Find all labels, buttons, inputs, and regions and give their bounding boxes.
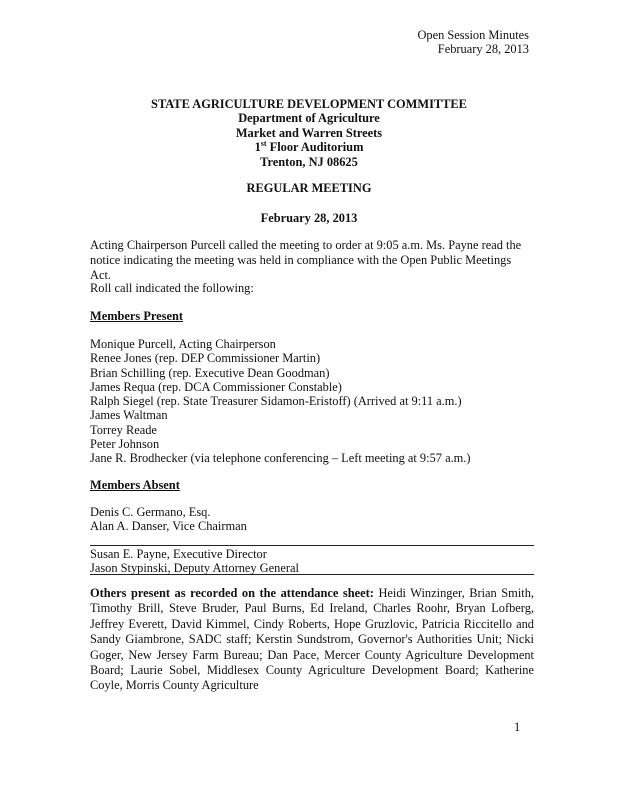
others-present-text: Heidi Winzinger, Brian Smith, Timothy Brill, Steve Bruder, Paul Burns, Ed Ireland, Charles Roohr, Bryan Lofberg, Jeffrey Everett, David Kimmel, Cindy Roberts, Hope Gruzlovic, Patricia Riccitello and Sandy Giambrone, SADC staff; Kerstin Sundstrom, Governor's Authorities Unit; Nicki Goger, New Jersey Farm Bureau; Dan Pace, Mercer County Agriculture Development Board; Laurie Sobel, Middlesex County Agriculture Development Board; Katherine Coyle, Morris County Agriculture: [90, 586, 534, 693]
list-item: Jane R. Brodhecker (via telephone conferencing – Left meeting at 9:57 a.m.): [90, 451, 471, 466]
document-title-block: [0, 97, 618, 169]
list-item: Peter Johnson: [90, 437, 160, 452]
roll-call-paragraph: Roll call indicated the following:: [90, 281, 254, 295]
list-item: Alan A. Danser, Vice Chairman: [90, 519, 247, 534]
divider-top: [90, 545, 534, 546]
list-item: Monique Purcell, Acting Chairperson: [90, 337, 276, 351]
members-absent-heading: Members Absent: [90, 478, 180, 492]
floor-location: [0, 140, 618, 154]
committee-name: STATE AGRICULTURE DEVELOPMENT COMMITTEE: [151, 97, 467, 111]
list-item: James Requa (rep. DCA Commissioner Constable): [90, 379, 342, 394]
header-date: February 28, 2013: [437, 42, 529, 56]
meeting-type: REGULAR MEETING: [246, 181, 372, 195]
members-present-heading: Members Present: [90, 309, 184, 323]
others-present-paragraph: [90, 586, 534, 694]
page-number: 1: [514, 720, 521, 734]
list-item: Torrey Reade: [90, 422, 157, 437]
floor-ordinal: st: [260, 139, 267, 149]
others-present-label: Others present as recorded on the attendance sheet:: [90, 586, 374, 600]
members-absent-list: [90, 505, 530, 534]
list-item: Ralph Siegel (rep. State Treasurer Sidamon-Eristoff) (Arrived at 9:11 a.m.): [90, 394, 462, 409]
street-address: Market and Warren Streets: [235, 125, 383, 140]
list-item: James Waltman: [90, 408, 168, 423]
floor-text: Floor Auditorium: [266, 140, 364, 155]
floor-number: 1: [254, 140, 261, 155]
divider-bottom: [90, 574, 534, 575]
header-session-label: Open Session Minutes: [417, 28, 529, 42]
city-state-zip: Trenton, NJ 08625: [260, 154, 358, 169]
members-present-list: [90, 337, 530, 466]
list-item: Renee Jones (rep. DEP Commissioner Martin): [90, 351, 321, 366]
meeting-date: February 28, 2013: [260, 211, 358, 225]
department-name: Department of Agriculture: [238, 111, 380, 126]
list-item: Brian Schilling (rep. Executive Dean Goodman): [90, 365, 330, 380]
list-item: Jason Stypinski, Deputy Attorney General: [90, 561, 299, 576]
intro-paragraph: Acting Chairperson Purcell called the meeting to order at 9:05 a.m. Ms. Payne read the notice indicating the meeting was held in compliance with the Open Public Meetings Act.: [90, 238, 522, 282]
list-item: Denis C. Germano, Esq.: [90, 505, 211, 519]
staff-list: [90, 547, 530, 576]
list-item: Susan E. Payne, Executive Director: [90, 547, 267, 561]
page-header: [417, 28, 529, 56]
